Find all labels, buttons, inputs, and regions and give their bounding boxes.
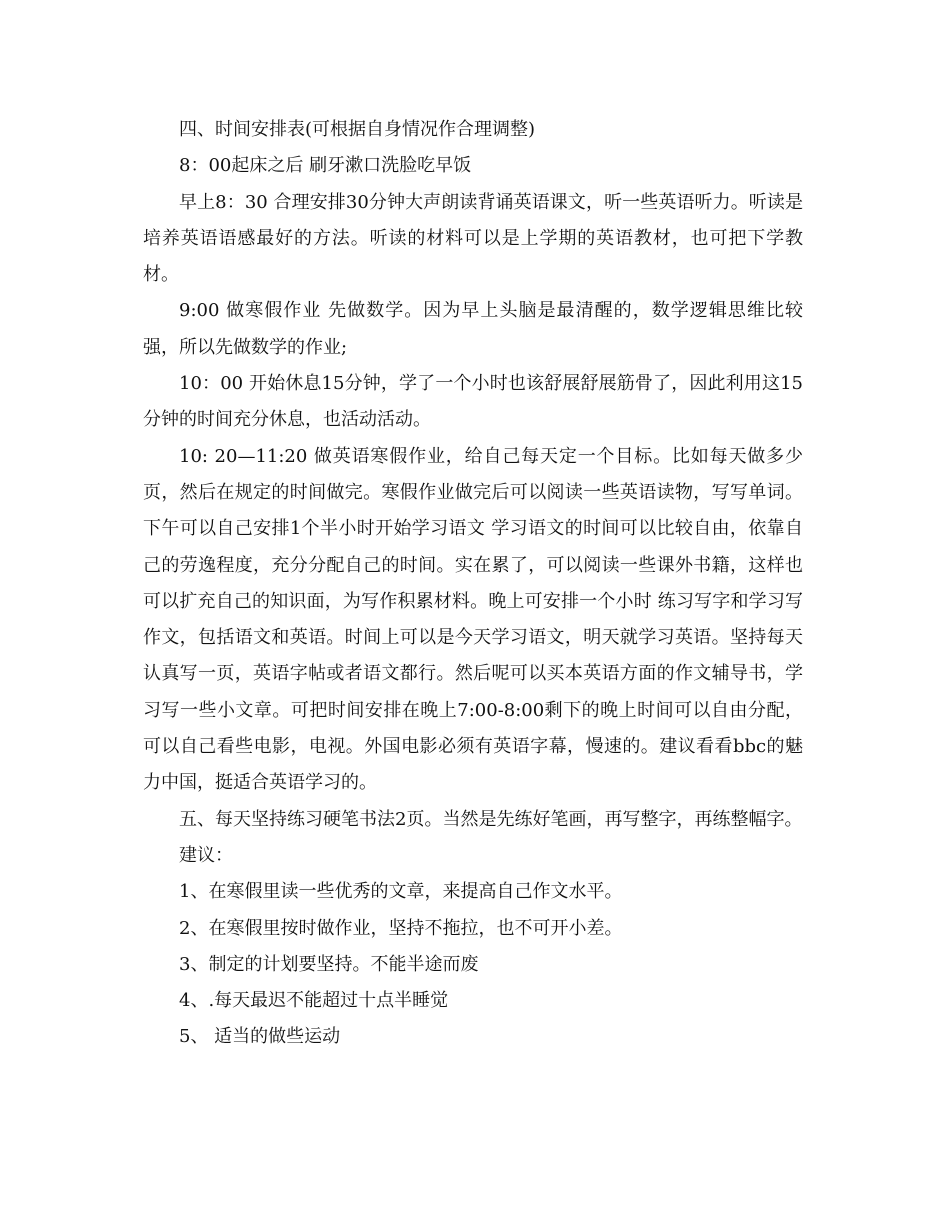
schedule-item-english-homework: 10: 20—11:20 做英语寒假作业，给自己每天定一个目标。比如每天做多少页，然后在规定的时间做完。寒假作业做完后可以阅读一些英语读物，写写单词。 下午可以自己安排1个半小时开始学习语文 学习语文的时间可以比较自由，依靠自己的劳逸程度，充分分配自己的时间。实在累了，可以阅读一些课外书籍，这样也可以扩充自己的知识面，为写作积累材料。晚上可安排一个小时 练习写字和学习写作文，包括语文和英语。时间上可以是今天学习语文，明天就学习英语。坚持每天认真写一页，英语字帖或者语文都行。然后呢可以买本英语方面的作文辅导书，学习写一些小文章。可把时间安排在晚上7:00-8:00剩下的晚上时间可以自由分配，可以自己看些电影，电视。外国电影必须有英语字幕，慢速的。建议看看bbc的魅力中国，挺适合英语学习的。 bbox=[143, 445, 803, 794]
schedule-item-break: 10：00 开始休息15分钟，学了一个小时也该舒展舒展筋骨了，因此利用这15分钟的时间充分休息，也活动活动。 bbox=[143, 373, 803, 431]
schedule-item-english-reading: 早上8：30 合理安排30分钟大声朗读背诵英语课文，听一些英语听力。听读是培养英语语感最好的方法。听读的材料可以是上学期的英语教材，也可把下学教材。 bbox=[143, 191, 803, 286]
suggestions-heading: 建议： bbox=[179, 844, 233, 866]
suggestion-item-1: 1、在寒假里读一些优秀的文章，来提高自己作文水平。 bbox=[179, 881, 623, 903]
section-heading-schedule: 四、时间安排表(可根据自身情况作合理调整) bbox=[179, 119, 536, 140]
suggestion-item-3: 3、制定的计划要坚持。不能半途而废 bbox=[179, 953, 479, 975]
schedule-item-math: 9:00 做寒假作业 先做数学。因为早上头脑是最清醒的，数学逻辑思维比较强，所以先做数学的作业; bbox=[143, 300, 803, 358]
document-body bbox=[143, 112, 803, 1056]
section-heading-calligraphy: 五、每天坚持练习硬笔书法2页。当然是先练好笔画，再写整字，再练整幅字。 bbox=[179, 808, 803, 830]
suggestion-item-4: 4、.每天最迟不能超过十点半睡觉 bbox=[179, 990, 449, 1012]
suggestion-item-5: 5、 适当的做些运动 bbox=[179, 1026, 341, 1048]
schedule-item-wakeup: 8：00起床之后 刷牙漱口洗脸吃早饭 bbox=[179, 155, 472, 177]
suggestion-item-2: 2、在寒假里按时做作业，坚持不拖拉，也不可开小差。 bbox=[179, 917, 623, 939]
